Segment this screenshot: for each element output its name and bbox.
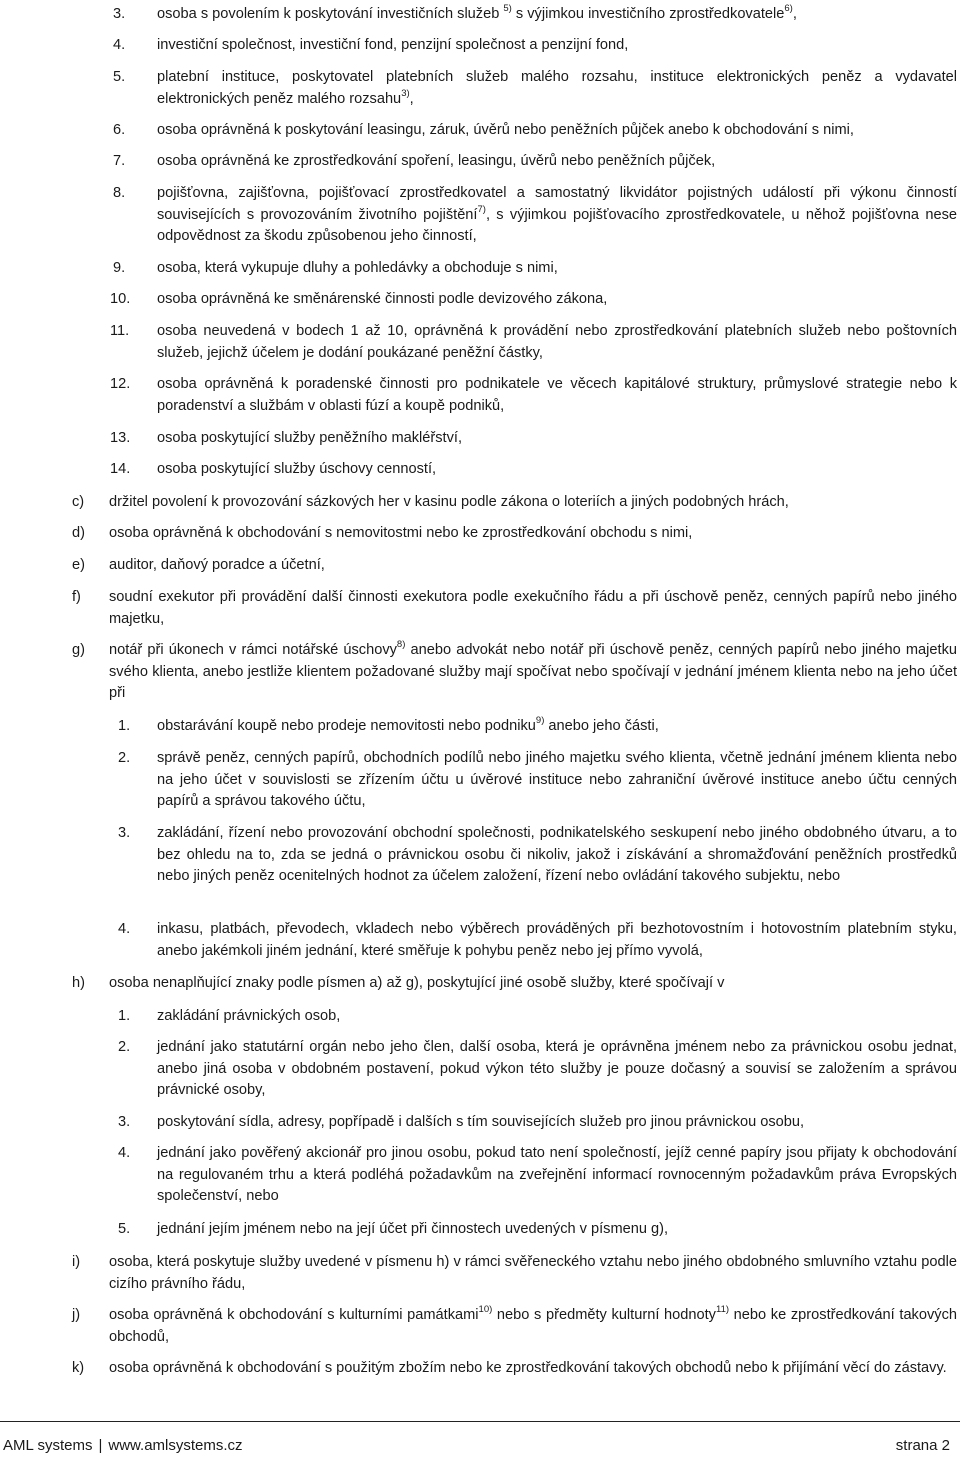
item-text — [157, 289, 957, 311]
footnote-ref: 10) — [478, 1304, 493, 1316]
item-number: 8. — [113, 185, 126, 201]
list-item — [113, 183, 957, 248]
list-item — [72, 1358, 957, 1380]
item-text — [157, 151, 957, 173]
list-item — [118, 1219, 957, 1241]
item-number: 7. — [113, 153, 126, 169]
item-number: 2. — [118, 1039, 131, 1055]
text-run: zakládání právnických osob, — [157, 1008, 341, 1024]
list-item — [118, 715, 957, 738]
list-item — [113, 3, 957, 26]
footer-separator: | — [98, 1437, 103, 1454]
footer-company: AML systems — [3, 1437, 93, 1454]
text-run: obstarávání koupě nebo prodeje nemovitosti nebo podniku — [157, 718, 536, 734]
text-run: auditor, daňový poradce a účetní, — [109, 557, 325, 573]
footnote-ref: 8) — [396, 639, 406, 651]
item-text — [157, 428, 957, 450]
text-run: osoba oprávněná k obchodování s kulturními památkami — [109, 1307, 479, 1323]
item-text — [157, 1006, 957, 1028]
item-number: 10. — [110, 291, 131, 307]
item-text — [109, 492, 957, 514]
footer-left — [3, 1435, 243, 1457]
text-run: osoba neuvedená v bodech 1 až 10, oprávněná k provádění nebo zprostředkování platebních služeb nebo poštovních služeb, jejichž účelem je dodání poukázané peněžní částky, — [157, 323, 957, 361]
item-text — [157, 748, 957, 813]
item-letter: d) — [72, 525, 85, 541]
item-letter: i) — [72, 1254, 81, 1270]
item-text — [109, 1305, 957, 1348]
footer-page-number: strana 2 — [895, 1437, 950, 1454]
list-item — [113, 120, 957, 142]
item-text — [157, 1143, 957, 1208]
list-item — [118, 748, 957, 813]
text-run: nebo s předměty kulturní hodnoty — [492, 1307, 716, 1323]
item-text — [157, 35, 957, 57]
list-item — [110, 321, 957, 364]
footer-website-link[interactable]: www.amlsystems.cz — [108, 1437, 243, 1454]
list-item — [118, 1037, 957, 1102]
text-run: investiční společnost, investiční fond, penzijní společnost a penzijní fond, — [157, 37, 629, 53]
text-run: osoba, která poskytuje služby uvedené v písmenu h) v rámci svěřeneckého vztahu nebo jiného obdobného smluvního vztahu podle cizího právního řádu, — [109, 1254, 957, 1292]
text-run: osoba poskytující služby peněžního makléřství, — [157, 430, 463, 446]
list-item — [110, 459, 957, 481]
item-letter: e) — [72, 557, 85, 573]
text-run: zakládání, řízení nebo provozování obchodní společnosti, podnikatelského seskupení nebo jiného obdobného útvaru, a to bez ohledu na to, zda se jedná o právnickou osobu či nikoliv, jakož i získávání a shromažďování peněžních prostředků nebo jiných peněz ocenitelných hodnot za účelem založení, řízení nebo ovládání takového subjektu, nebo — [157, 825, 957, 884]
item-text — [157, 919, 957, 962]
list-item — [118, 919, 957, 962]
item-text — [157, 823, 957, 888]
item-text — [157, 1219, 957, 1241]
text-run: s výjimkou investičního zprostředkovatele — [511, 6, 785, 22]
item-number: 1. — [118, 718, 131, 734]
text-run: osoba oprávněná k obchodování s použitým zbožím nebo ke zprostředkování takových obchodů nebo k přijímání věcí do zástavy. — [109, 1360, 947, 1376]
item-number: 9. — [113, 260, 126, 276]
text-run: inkasu, platbách, převodech, vkladech nebo výběrech prováděných při bezhotovostním i hotovostním platebním styku, anebo jakémkoli jiném jednání, které směřuje k pohybu peněz nebo jej přímo vyvolá, — [157, 921, 957, 959]
list-item — [118, 1112, 957, 1134]
list-item — [118, 1006, 957, 1028]
text-run: správě peněz, cenných papírů, obchodních podílů nebo jiného majetku svého klienta, včetně jednání jménem klienta nebo na jeho účet v souvislosti se zřízením účtu u úvěrové instituce nebo zahraniční úvěrové instituce anebo účtu cenných papírů a správou takového účtu, — [157, 750, 957, 809]
list-item — [72, 1252, 957, 1295]
list-item — [118, 823, 957, 888]
item-text — [109, 973, 957, 995]
text-run: osoba, která vykupuje dluhy a pohledávky a obchoduje s nimi, — [157, 260, 558, 276]
item-number: 1. — [118, 1008, 131, 1024]
list-item — [72, 555, 957, 577]
item-text — [157, 716, 957, 738]
item-letter: k) — [72, 1360, 85, 1376]
item-number: 5. — [113, 69, 126, 85]
item-number: 3. — [113, 6, 126, 22]
item-text — [109, 1252, 957, 1295]
list-item — [72, 587, 957, 630]
footnote-ref: 11) — [715, 1304, 730, 1316]
list-item — [113, 67, 957, 110]
text-run: , s výjimkou pojišťovacího zprostředkovatele, u něhož pojišťovna nese odpovědnost za škodu způsobenou jeho činností, — [157, 206, 957, 244]
text-run: osoba nenaplňující znaky podle písmen a) až g), poskytující jiné osobě služby, které spočívají v — [109, 975, 725, 991]
item-letter: f) — [72, 589, 81, 605]
text-run: poskytování sídla, adresy, popřípadě i dalších s tím souvisejících služeb pro jinou právnickou osobu, — [157, 1114, 805, 1130]
item-number: 2. — [118, 750, 131, 766]
list-item — [110, 374, 957, 417]
text-run: osoba poskytující služby úschovy cenností, — [157, 461, 437, 477]
item-text — [157, 67, 957, 110]
text-run: nebo ke zprostředkování takových obchodů, — [109, 1307, 957, 1345]
item-number: 3. — [118, 825, 131, 841]
item-text — [157, 258, 957, 280]
item-text — [109, 555, 957, 577]
item-text — [157, 1037, 957, 1102]
item-text — [109, 587, 957, 630]
item-number: 5. — [118, 1221, 131, 1237]
list-item — [113, 258, 957, 280]
text-run: držitel povolení k provozování sázkových her v kasinu podle zákona o loteriích a jiných podobných hrách, — [109, 494, 789, 510]
item-number: 4. — [113, 37, 126, 53]
footnote-ref: 9) — [535, 715, 545, 727]
text-run: , — [792, 6, 797, 22]
text-run: osoba oprávněná k obchodování s nemovitostmi nebo ke zprostředkování obchodu s nimi, — [109, 525, 693, 541]
text-run: jednání jako statutární orgán nebo jeho člen, další osoba, která je oprávněna jménem nebo za právnickou osobu jednat, anebo jiná osoba v obdobném postavení, pokud výkon této služby je pouze dočasný a souvisí se založením a správou právnické osoby, — [157, 1039, 957, 1098]
item-text — [157, 120, 957, 142]
footnote-ref: 5) — [503, 3, 512, 15]
item-number: 11. — [110, 323, 130, 339]
list-item — [113, 151, 957, 173]
footnote-ref: 7) — [477, 203, 486, 215]
text-run: notář při úkonech v rámci notářské úschovy — [109, 642, 397, 658]
item-text — [157, 374, 957, 417]
item-number: 3. — [118, 1114, 131, 1130]
text-run: platební instituce, poskytovatel platebních služeb malého rozsahu, instituce elektronických peněz a vydavatel elektronických peněz malého rozsahu — [157, 69, 957, 107]
list-item — [72, 523, 957, 545]
item-text — [157, 321, 957, 364]
footer-divider — [0, 1421, 960, 1422]
text-run: jednání jejím jménem nebo na její účet při činnostech uvedených v písmenu g), — [157, 1221, 669, 1237]
item-text — [157, 183, 957, 248]
item-letter: j) — [72, 1307, 81, 1323]
list-item — [72, 639, 957, 705]
text-run: osoba oprávněná k poskytování leasingu, záruk, úvěrů nebo peněžních půjček anebo k obchodování s nimi, — [157, 122, 854, 138]
text-run: osoba oprávněná ke směnárenské činnosti podle devizového zákona, — [157, 291, 608, 307]
text-run: , — [409, 90, 414, 107]
item-text — [157, 4, 957, 26]
item-text — [109, 523, 957, 545]
item-number: 12. — [110, 376, 131, 392]
item-number: 6. — [113, 122, 126, 138]
item-letter: c) — [72, 494, 85, 510]
text-run: jednání jako pověřený akcionář pro jinou osobu, pokud tato není společností, jejíž cenné papíry jsou přijaty k obchodování na regulovaném trhu a která podléhá požadavkům na zveřejnění informací rovnocenným požadavkům práva Evropských společenství, nebo — [157, 1145, 957, 1204]
item-number: 4. — [118, 1145, 131, 1161]
item-text — [109, 640, 957, 705]
list-item — [118, 1143, 957, 1208]
item-text — [157, 1112, 957, 1134]
item-letter: g) — [72, 642, 85, 658]
text-run: osoba oprávněná k poradenské činnosti pro podnikatele ve věcech kapitálové struktury, průmyslové strategie nebo k poradenství a službám v oblasti fúzí a koupě podniků, — [157, 376, 957, 414]
item-number: 13. — [110, 430, 131, 446]
footnote-ref: 3) — [401, 87, 410, 99]
list-item — [110, 289, 957, 311]
list-item — [72, 492, 957, 514]
list-item — [72, 973, 957, 995]
footnote-ref: 6) — [784, 3, 793, 15]
item-letter: h) — [72, 975, 85, 991]
item-number: 4. — [118, 921, 131, 937]
list-item — [110, 428, 957, 450]
text-run: osoba oprávněná ke zprostředkování spoření, leasingu, úvěrů nebo peněžních půjček, — [157, 153, 716, 169]
item-number: 14. — [110, 461, 131, 477]
list-item — [113, 35, 957, 57]
text-run: pojišťovna, zajišťovna, pojišťovací zprostředkovatel a samostatný likvidátor pojistných událostí při výkonu činností souvisejících s provozováním životního pojištění — [157, 185, 957, 223]
item-text — [157, 459, 957, 481]
list-item — [72, 1304, 957, 1348]
item-text — [109, 1358, 957, 1380]
text-run: anebo advokát nebo notář při úschově peněz, cenných papírů nebo jiného majetku svého klienta, anebo jestliže klientem požadované služby mají spočívat nebo spočívají v jednání jménem klienta nebo na jeho účet při — [109, 642, 957, 701]
text-run: soudní exekutor při provádění další činnosti exekutora podle exekučního řádu a při úschově peněz, cenných papírů nebo jiného majetku, — [109, 589, 957, 627]
text-run: osoba s povolením k poskytování investičních služeb — [157, 6, 504, 22]
text-run: anebo jeho části, — [544, 718, 659, 734]
